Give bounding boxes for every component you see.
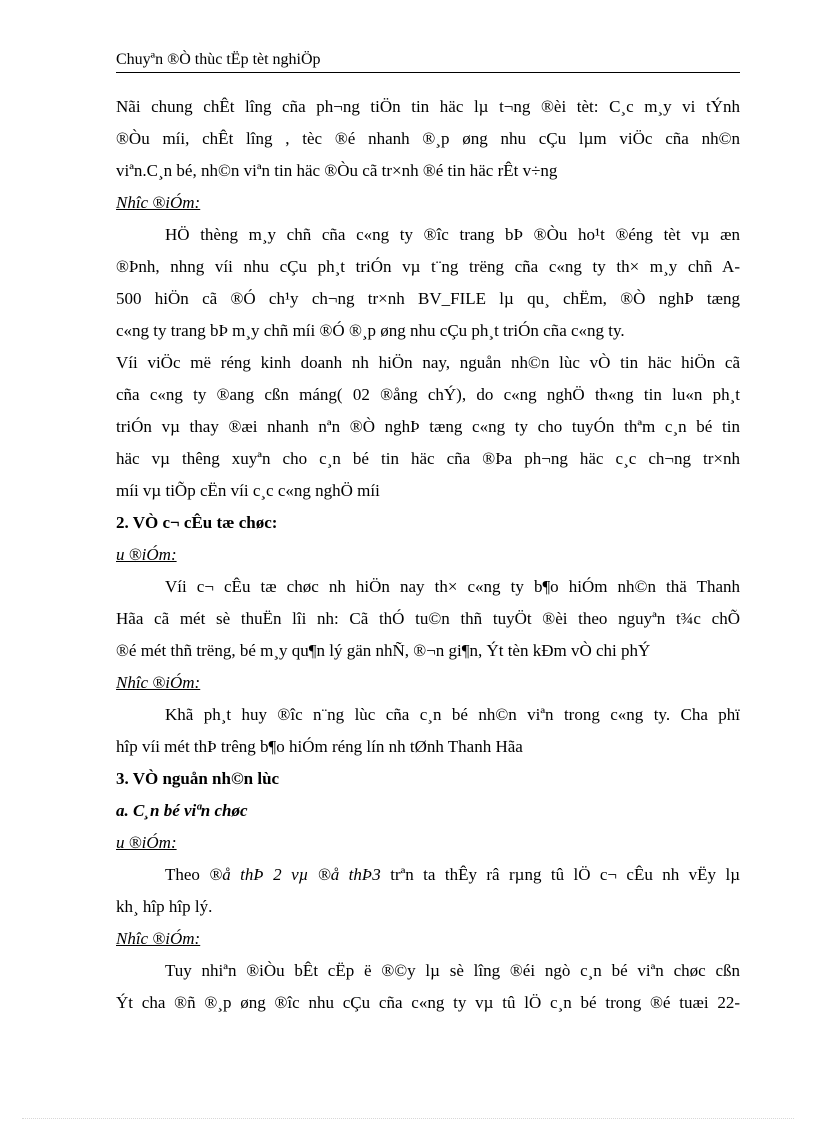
paragraph-line: Hãa cã mét sè thuËn lîi nh: Cã thÓ tu©n thñ tuyÖt ®èi theo nguyªn t¾c chÕ: [116, 609, 740, 628]
paragraph-line: Víi viÖc më réng kinh doanh nh hiÖn nay, nguån nh©n lùc vÒ tin häc hiÖn cã: [116, 353, 740, 372]
paragraph-line: míi vµ tiÕp cËn víi c¸c c«ng nghÖ míi: [116, 481, 380, 500]
label-strength: u ®iÓm:: [116, 545, 177, 564]
paragraph-line: HÖ thèng m¸y chñ cña c«ng ty ®îc trang bÞ ®Òu ho¹t ®éng tèt vµ æn: [165, 225, 740, 244]
paragraph-line: ®é mét thñ trëng, bé m¸y qu¶n lý gän nhÑ, ®¬n gi¶n, Ýt tèn kÐm vÒ chi phÝ: [116, 641, 651, 660]
paragraph-line: ®Þnh, nhng víi nhu cÇu ph¸t triÓn vµ t¨ng trëng cña c«ng ty th× m¸y chñ A-: [116, 257, 740, 276]
text-run: Theo: [165, 865, 210, 884]
paragraph-line: Ýt cha ®ñ ®¸p øng ®îc nhu cÇu cña c«ng ty vµ tû lÖ c¸n bé trong ®é tuæi 22-: [116, 993, 740, 1012]
subsection-heading-3a: a. C¸n bé viªn chøc: [116, 801, 248, 820]
label-weakness: Nhîc ®iÓm:: [116, 193, 201, 212]
paragraph-line: cña c«ng ty ®ang cßn máng( 02 ®ång chÝ), do c«ng nghÖ th«ng tin lu«n ph¸t: [116, 385, 740, 404]
section-heading-3: 3. VÒ nguån nh©n lùc: [116, 769, 280, 788]
label-weakness: Nhîc ®iÓm:: [116, 673, 201, 692]
label-weakness: Nhîc ®iÓm:: [116, 929, 201, 948]
paragraph-line: kh¸ hîp hîp lý.: [116, 897, 213, 916]
paragraph-line: c«ng ty trang bÞ m¸y chñ míi ®Ó ®¸p øng nhu cÇu ph¸t triÓn cña c«ng ty.: [116, 321, 625, 340]
paragraph-line: Nãi chung chÊt lîng cña ph¬ng tiÖn tin häc lµ t¬ng ®èi tèt: C¸c m¸y vi tÝnh: [116, 97, 740, 116]
paragraph-line: 500 hiÖn cã ®Ó ch¹y ch¬ng tr×nh BV_FILE lµ qu¸ chËm, ®Ò nghÞ tæng: [116, 289, 740, 308]
paragraph-line: hîp víi mét thÞ trêng b¶o hiÓm réng lín nh tØnh Thanh Hãa: [116, 737, 523, 756]
paragraph-line: Tuy nhiªn ®iÒu bÊt cËp ë ®©y lµ sè lîng ®éi ngò c¸n bé viªn chøc cßn: [165, 961, 740, 980]
page-bottom-rule: [22, 1118, 794, 1119]
page-header: Chuyªn ®Ò thùc tËp tèt nghiÖp: [116, 50, 740, 73]
paragraph-line: Víi c¬ cÊu tæ chøc nh hiÖn nay th× c«ng ty b¶o hiÓm nh©n thä Thanh: [165, 577, 740, 596]
text-run: trªn ta thÊy râ rµng tû lÖ c¬ cÊu nh vËy lµ: [380, 865, 740, 884]
section-heading-2: 2. VÒ c¬ cÊu tæ chøc:: [116, 513, 278, 532]
paragraph-line: [116, 859, 740, 891]
paragraph-line: häc vµ thêng xuyªn cho c¸n bé tin häc cña ®Þa ph¬ng häc c¸c ch¬ng tr×nh: [116, 449, 740, 468]
paragraph-line: Khã ph¸t huy ®îc n¨ng lùc cña c¸n bé nh©n viªn trong c«ng ty. Cha phï: [165, 705, 740, 724]
label-strength: u ®iÓm:: [116, 833, 177, 852]
paragraph-line: viªn.C¸n bé, nh©n viªn tin häc ®Òu cã tr×nh ®é tin häc rÊt v÷ng: [116, 161, 558, 180]
document-body: [116, 91, 740, 1019]
paragraph-line: triÓn vµ thay ®æi nhanh nªn ®Ò nghÞ tæng c«ng ty cho tuyÓn thªm c¸n bé tin: [116, 417, 740, 436]
chart-reference: ®å thÞ 2 vµ ®å thÞ3: [209, 865, 381, 884]
paragraph-line: ®Òu míi, chÊt lîng , tèc ®é nhanh ®¸p øng nhu cÇu lµm viÖc cña nh©n: [116, 129, 740, 148]
